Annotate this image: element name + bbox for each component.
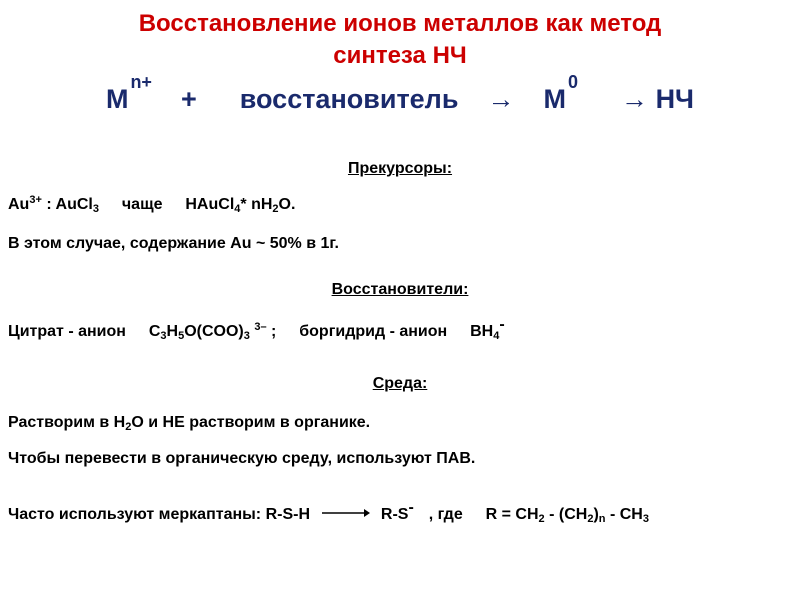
thiolate-charge: -: [408, 499, 414, 516]
chain-end: - CH: [609, 506, 643, 523]
precursors-line-1: [8, 196, 295, 214]
mercaptans-line: [8, 499, 649, 525]
scheme-metal-ion: M: [105, 84, 129, 114]
reaction-arrow-icon: [320, 508, 370, 518]
citrate-h: H: [166, 323, 179, 340]
citrate-h-index: 5: [178, 330, 185, 342]
chain-n: n: [598, 513, 606, 525]
title-line-2: синтеза НЧ: [333, 42, 467, 69]
word-more-often: чаще: [121, 196, 163, 213]
citrate-label: Цитрат - анион: [8, 323, 126, 340]
aucl-formula: : AuCl: [46, 196, 93, 213]
au-symbol: Au: [8, 196, 30, 213]
medium-line-1-post: O и НЕ растворим в органике.: [131, 414, 371, 431]
scheme-product: НЧ: [655, 84, 695, 114]
where-word: , где: [428, 506, 463, 523]
medium-line-1: [8, 414, 370, 432]
scheme-metal: M: [543, 84, 566, 114]
precursors-line-2: В этом случае, содержание Au ~ 50% в 1г.: [8, 235, 339, 252]
haucl-index: 4: [234, 203, 241, 215]
bh-index: 4: [493, 330, 500, 342]
scheme-metal-charge: 0: [568, 72, 579, 92]
bh-formula: BH: [470, 323, 494, 340]
scheme-plus: +: [180, 84, 197, 114]
chain-index: 2: [587, 513, 594, 525]
scheme-arrow-1: →: [487, 84, 515, 114]
haucl-formula: HAuCl: [185, 196, 235, 213]
reaction-scheme: [0, 72, 800, 134]
reducers-heading: Восстановители:: [331, 281, 469, 298]
hydrate-part: * nH: [240, 196, 273, 213]
reducers-line: [8, 316, 505, 342]
slide-title: [0, 8, 800, 72]
citrate-coo-index: 3: [243, 330, 250, 342]
r-definition: R = CH: [485, 506, 539, 523]
medium-heading: Среда:: [372, 375, 428, 392]
title-line-1: Восстановление ионов металлов как метод: [138, 10, 662, 37]
chain-open: - (CH: [549, 506, 588, 523]
chain-close: ): [593, 506, 599, 523]
thiolate: R-S: [380, 506, 409, 523]
aucl-index: 3: [92, 203, 99, 215]
medium-line-2: Чтобы перевести в органическую среду, используют ПАВ.: [8, 450, 476, 467]
citrate-o-coo: O(COO): [184, 323, 244, 340]
citrate-charge: 3–: [254, 321, 267, 333]
water-h-index: 2: [272, 203, 279, 215]
citrate-c-index: 3: [160, 330, 167, 342]
scheme-arrow-2: →: [621, 84, 649, 114]
borohydride-label: боргидрид - анион: [299, 323, 448, 340]
medium-line-1-pre: Растворим в H: [8, 414, 126, 431]
precursors-heading: Прекурсоры:: [347, 160, 453, 177]
medium-line-1-index: 2: [125, 421, 132, 433]
chain-end-index: 3: [642, 513, 649, 525]
citrate-c: C: [148, 323, 161, 340]
scheme-reducer: восстановитель: [239, 84, 459, 114]
bh-charge: -: [499, 316, 505, 333]
water-o: O.: [278, 196, 296, 213]
mercaptans-prefix: Часто используют меркаптаны: R-S-H: [8, 506, 311, 523]
ch2-index: 2: [538, 513, 545, 525]
au-charge: 3+: [29, 194, 42, 206]
semicolon: ;: [271, 323, 277, 340]
scheme-ion-charge: n+: [130, 72, 152, 92]
